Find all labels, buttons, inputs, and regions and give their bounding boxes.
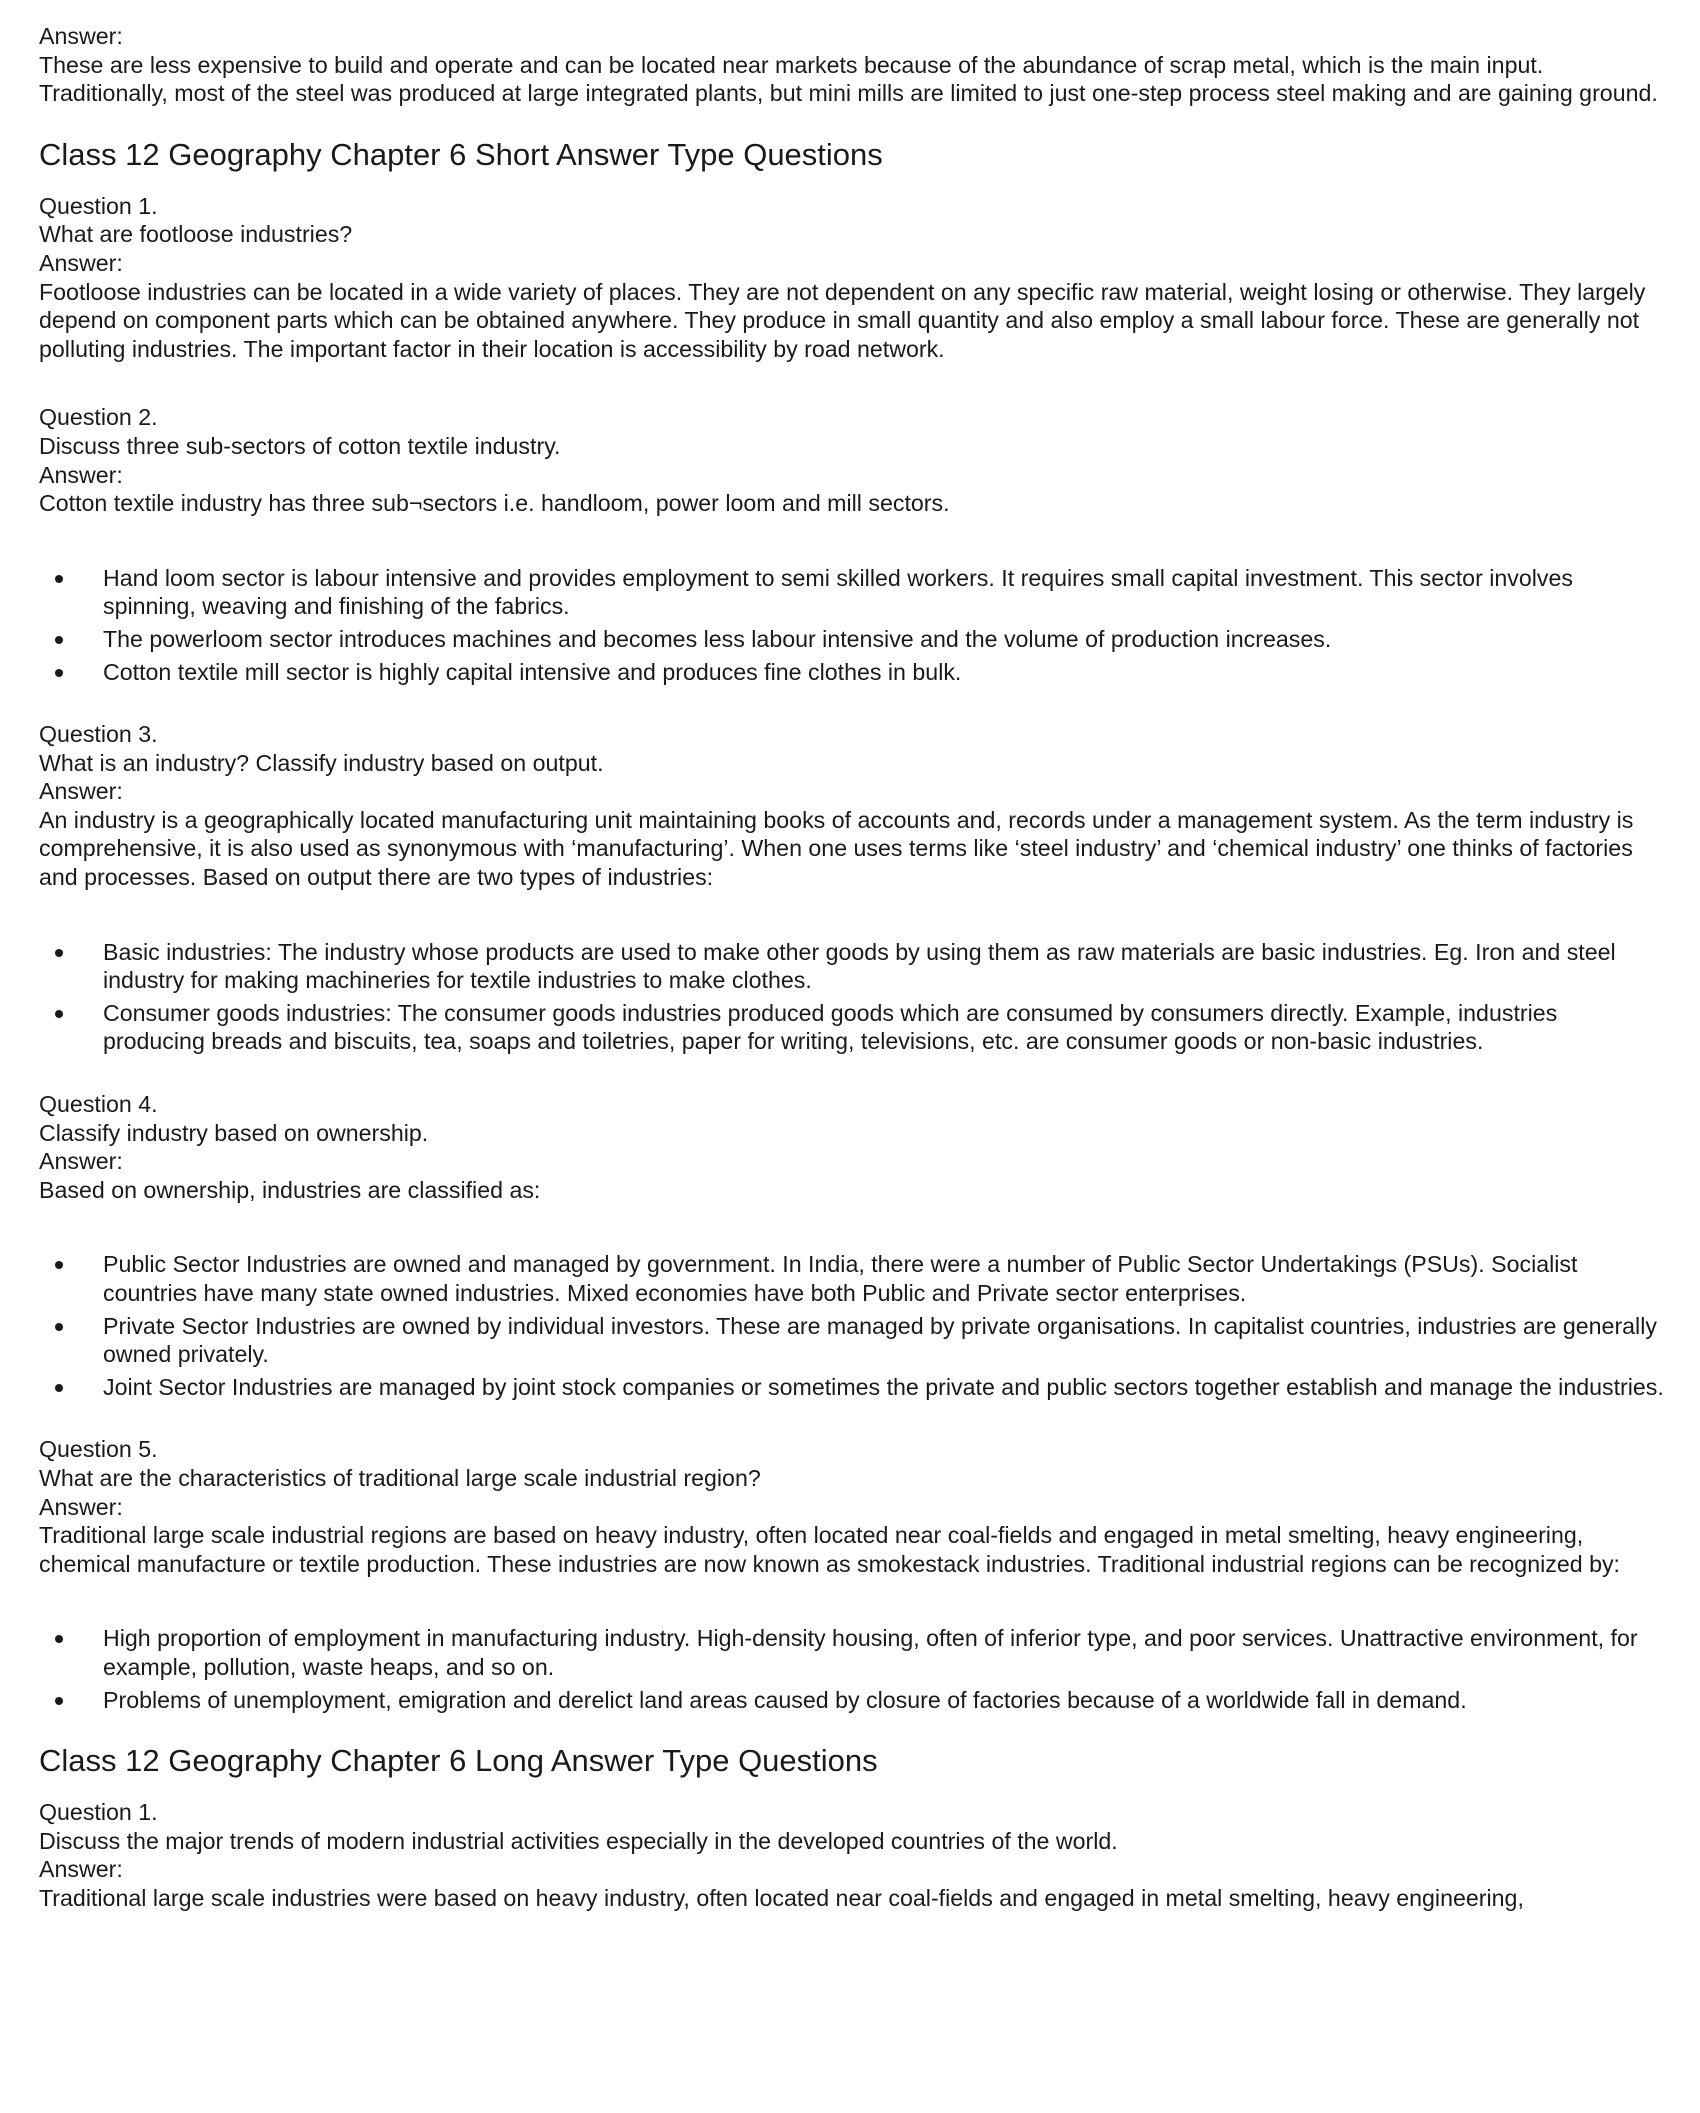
question-text: What are the characteristics of traditional large scale industrial region? (39, 1464, 761, 1491)
section-heading-short: Class 12 Geography Chapter 6 Short Answer Type Questions (39, 136, 883, 172)
question-block (39, 720, 1664, 1056)
answer-text: These are less expensive to build and operate and can be located near markets because of the abundance of scrap metal, which is the main input. Traditionally, most of the steel was produced at large integrated plants, but mini mills are limited to just one-step process steel making and are gaining ground. (39, 51, 1658, 107)
document-page (39, 22, 1664, 1913)
answer-text: Traditional large scale industries were based on heavy industry, often located near coal-fields and engaged in metal smelting, heavy engineering, (39, 1884, 1524, 1911)
answer-text: Traditional large scale industrial regions are based on heavy industry, often located near coal-fields and engaged in metal smelting, heavy engineering, chemical manufacture or textile production. These industries are now known as smokestack industries. Traditional industrial regions can be recognized by: (39, 1522, 1620, 1577)
section-heading-long: Class 12 Geography Chapter 6 Long Answer Type Questions (39, 1743, 878, 1779)
question-number: Question 1. (39, 192, 158, 219)
question-block (39, 403, 1664, 686)
question-number: Question 2. (39, 404, 158, 431)
answer-label: Answer: (39, 23, 123, 49)
list-item: Problems of unemployment, emigration and derelict land areas caused by closure of factories because of a worldwide fall in demand. (39, 1686, 1664, 1715)
bullet-list (39, 564, 1664, 686)
list-item: Cotton textile mill sector is highly capital intensive and produces fine clothes in bulk. (39, 658, 1664, 687)
answer-text: Based on ownership, industries are classified as: (39, 1176, 541, 1203)
question-number: Question 5. (39, 1436, 158, 1463)
list-item: Basic industries: The industry whose products are used to make other goods by using them as raw materials are basic industries. Eg. Iron and steel industry for making machineries for textile industries to make clothes. (39, 938, 1664, 995)
answer-label: Answer: (39, 249, 123, 276)
intro-block (39, 22, 1664, 108)
question-text: What is an industry? Classify industry based on output. (39, 749, 604, 776)
answer-label: Answer: (39, 1493, 123, 1520)
answer-text: Cotton textile industry has three sub¬sectors i.e. handloom, power loom and mill sectors. (39, 490, 950, 517)
answer-label: Answer: (39, 1148, 123, 1175)
question-text: Classify industry based on ownership. (39, 1119, 429, 1146)
list-item: Public Sector Industries are owned and managed by government. In India, there were a number of Public Sector Undertakings (PSUs). Socialist countries have many state owned industries. Mixed economies have both Public and Private sector enterprises. (39, 1250, 1664, 1307)
answer-label: Answer: (39, 778, 123, 805)
list-item: The powerloom sector introduces machines and becomes less labour intensive and the volume of production increases. (39, 625, 1664, 654)
question-block (39, 1798, 1664, 1912)
list-item: Joint Sector Industries are managed by joint stock companies or sometimes the private and public sectors together establish and manage the industries. (39, 1373, 1664, 1402)
answer-label: Answer: (39, 1856, 123, 1883)
question-block (39, 192, 1664, 364)
question-number: Question 1. (39, 1799, 158, 1826)
answer-label: Answer: (39, 461, 123, 488)
question-number: Question 4. (39, 1091, 158, 1118)
answer-text: An industry is a geographically located manufacturing unit maintaining books of accounts and, records under a management system. As the term industry is comprehensive, it is also used as synonymous with ‘manufacturing’. When one uses terms like ‘steel industry’ and ‘chemical industry’ one thinks of factories and processes. Based on output there are two types of industries: (39, 806, 1634, 891)
answer-text: Footloose industries can be located in a wide variety of places. They are not dependent on any specific raw material, weight losing or otherwise. They largely depend on component parts which can be obtained anywhere. They produce in small quantity and also employ a small labour force. These are generally not polluting industries. The important factor in their location is accessibility by road network. (39, 278, 1646, 362)
question-text: Discuss three sub-sectors of cotton textile industry. (39, 432, 561, 459)
list-item: Private Sector Industries are owned by individual investors. These are managed by private organisations. In capitalist countries, industries are generally owned privately. (39, 1312, 1664, 1369)
bullet-list (39, 1624, 1664, 1714)
question-block (39, 1435, 1664, 1714)
bullet-list (39, 938, 1664, 1056)
list-item: Consumer goods industries: The consumer goods industries produced goods which are consumed by consumers directly. Example, industries producing breads and biscuits, tea, soaps and toiletries, paper for writing, televisions, etc. are consumer goods or non-basic industries. (39, 999, 1664, 1056)
question-text: What are footloose industries? (39, 221, 353, 248)
question-text: Discuss the major trends of modern industrial activities especially in the developed countries of the world. (39, 1827, 1118, 1854)
question-number: Question 3. (39, 721, 158, 748)
list-item: High proportion of employment in manufacturing industry. High-density housing, often of inferior type, and poor services. Unattractive environment, for example, pollution, waste heaps, and so on. (39, 1624, 1664, 1681)
list-item: Hand loom sector is labour intensive and provides employment to semi skilled workers. It requires small capital investment. This sector involves spinning, weaving and finishing of the fabrics. (39, 564, 1664, 621)
bullet-list (39, 1250, 1664, 1401)
question-block (39, 1090, 1664, 1401)
